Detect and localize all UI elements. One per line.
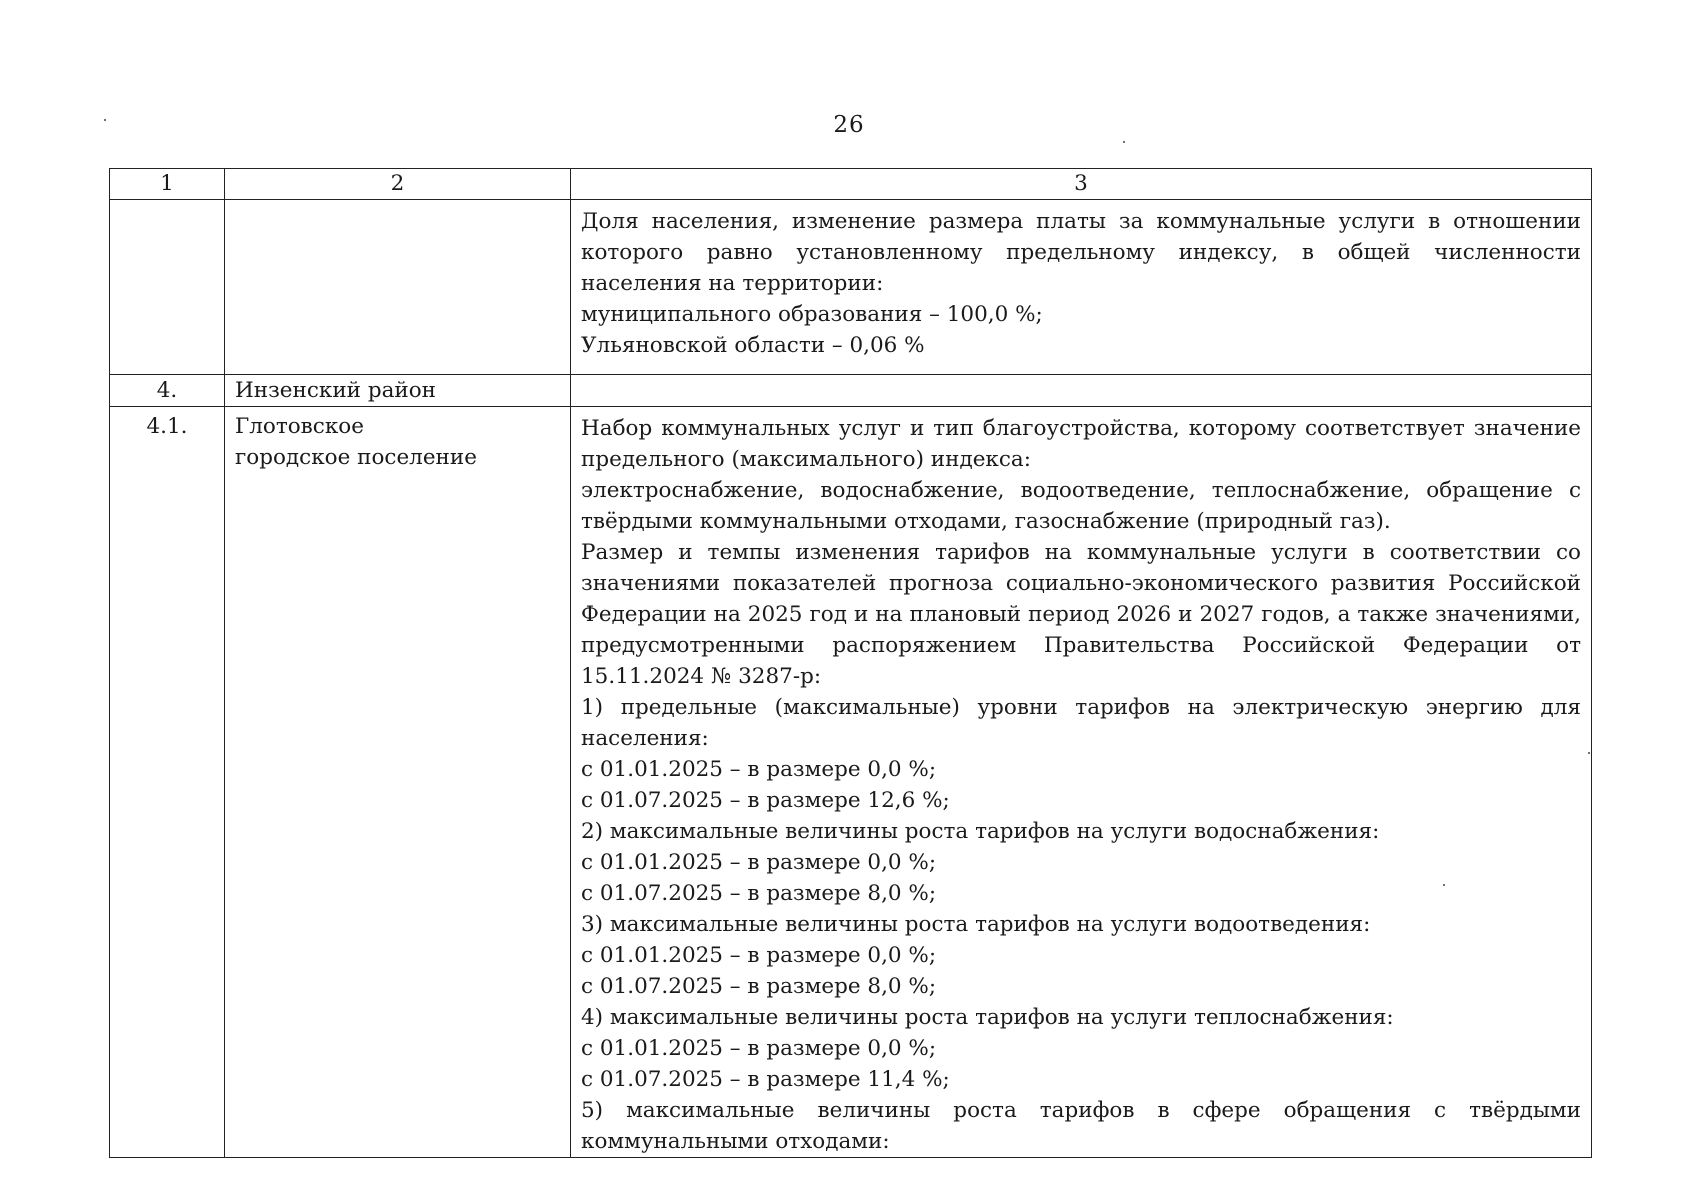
indicator-text-line: 4) максимальные величины роста тарифов на услуги теплоснабжения: [581, 1005, 1394, 1030]
header-cell-3: 3 [571, 169, 1592, 200]
table-row [110, 407, 1592, 1158]
indicator-text-line: 3) максимальные величины роста тарифов на услуги водоотведения: [581, 912, 1371, 937]
scan-speck [104, 119, 106, 121]
indicator-text-line: 2) максимальные величины роста тарифов на услуги водоснабжения: [581, 819, 1380, 844]
municipality-name-line: Глотовское [235, 414, 364, 439]
header-cell-1: 1 [110, 169, 225, 200]
indicator-text-line: 5) максимальные величины роста тарифов в сфере обращения с твёрдыми коммунальными отходами: [581, 1098, 1581, 1154]
indicator-cell [571, 375, 1592, 407]
indicator-text-line: муниципального образования – 100,0 %; [581, 302, 1043, 327]
indicator-text-line: Ульяновской области – 0,06 % [581, 333, 925, 358]
tariff-table [109, 168, 1592, 1158]
indicator-text-line: с 01.01.2025 – в размере 0,0 %; [581, 757, 937, 782]
table-row [110, 375, 1592, 407]
indicator-cell [571, 200, 1592, 375]
indicator-text-line: с 01.07.2025 – в размере 8,0 %; [581, 974, 937, 999]
page-number: 26 [833, 112, 865, 138]
municipality-name-line: городское поселение [235, 445, 477, 470]
table-row [110, 200, 1592, 375]
row-number-cell [110, 200, 225, 375]
indicator-text-line: Доля населения, изменение размера платы за коммунальные услуги в отношении которого равно установленному предельному индексу, в общей численности населения на территории: [581, 209, 1581, 296]
header-cell-2: 2 [225, 169, 571, 200]
scan-speck [1123, 141, 1125, 143]
indicator-text-line: Набор коммунальных услуг и тип благоустройства, которому соответствует значение предельного (максимального) индекса: [581, 416, 1581, 472]
indicator-text-line: с 01.07.2025 – в размере 12,6 %; [581, 788, 950, 813]
indicator-text-line: с 01.01.2025 – в размере 0,0 %; [581, 850, 937, 875]
row-number-cell: 4.1. [110, 407, 225, 1158]
indicator-text-line: 1) предельные (максимальные) уровни тарифов на электрическую энергию для населения: [581, 695, 1581, 751]
indicator-cell [571, 407, 1592, 1158]
indicator-text-line: Размер и темпы изменения тарифов на коммунальные услуги в соответствии со значениями показателей прогноза социально-экономического развития Российской Федерации на 2025 год и на плановый период 2026 и 2027 годов, а также значениями, предусмотренными распоряжением Правительства Российской Федерации от 15.11.2024 № 3287-р: [581, 540, 1581, 689]
indicator-text-line: электроснабжение, водоснабжение, водоотведение, теплоснабжение, обращение с твёрдыми коммунальными отходами, газоснабжение (природный газ). [581, 478, 1581, 534]
indicator-text-line: с 01.07.2025 – в размере 11,4 %; [581, 1067, 950, 1092]
indicator-text-line: с 01.01.2025 – в размере 0,0 %; [581, 1036, 937, 1061]
indicator-text-line: с 01.07.2025 – в размере 8,0 %; [581, 881, 937, 906]
table-header-row [110, 169, 1592, 200]
municipality-cell: Инзенский район [225, 375, 571, 407]
row-number-cell: 4. [110, 375, 225, 407]
municipality-cell [225, 407, 571, 1158]
indicator-text-line: с 01.01.2025 – в размере 0,0 %; [581, 943, 937, 968]
municipality-cell [225, 200, 571, 375]
